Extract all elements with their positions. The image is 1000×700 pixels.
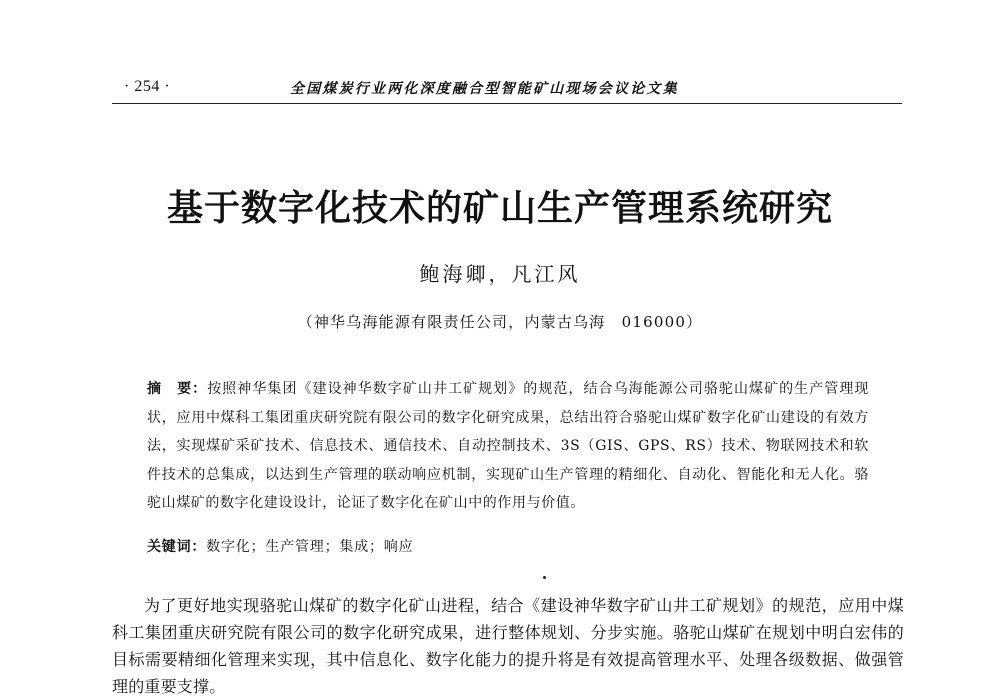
abstract-label: 摘 要： [147, 381, 208, 397]
affiliation: （神华乌海能源有限责任公司，内蒙古乌海 016000） [297, 313, 703, 331]
paper-title: 基于数字化技术的矿山生产管理系统研究 [166, 188, 833, 229]
authors: 鲍海卿，凡江风 [419, 262, 581, 286]
page-number: · 254 · [124, 78, 171, 95]
keywords [147, 536, 869, 556]
keywords-text: 数字化；生产管理；集成；响应 [206, 539, 414, 555]
running-header [112, 76, 900, 102]
keywords-label: 关键词： [147, 539, 207, 555]
dot-mark [543, 576, 546, 579]
body-paragraph: 为了更好地实现骆驼山煤矿的数字化矿山进程，结合《建设神华数字矿山井工矿规划》的规范，应用中煤科工集团重庆研究院有限公司的数字化研究成果，进行整体规划、分步实施。骆驼山煤矿在规划中明白宏伟的目标需要精细化管理来实现，其中信息化、数字化能力的提升将是有效提高管理水平、处理各级数据、做强管理的重要支撑。 [112, 596, 904, 696]
abstract-text: 按照神华集团《建设神华数字矿山井工矿规划》的规范，结合乌海能源公司骆驼山煤矿的生产管理现状，应用中煤科工集团重庆研究院有限公司的数字化研究成果，总结出符合骆驼山煤矿数字化矿山建设的有效方法，实现煤矿采矿技术、信息技术、通信技术、自动控制技术、3S（GIS、GPS、RS）技术、物联网技术和软件技术的总集成，以达到生产管理的联动响应机制，实现矿山生产管理的精细化、自动化、智能化和无人化。骆驼山煤矿的数字化建设设计，论证了数字化在矿山中的作用与价值。 [147, 381, 869, 512]
abstract [147, 375, 869, 518]
journal-title: 全国煤炭行业两化深度融合型智能矿山现场会议论文集 [290, 81, 679, 97]
header-rule [112, 103, 902, 104]
